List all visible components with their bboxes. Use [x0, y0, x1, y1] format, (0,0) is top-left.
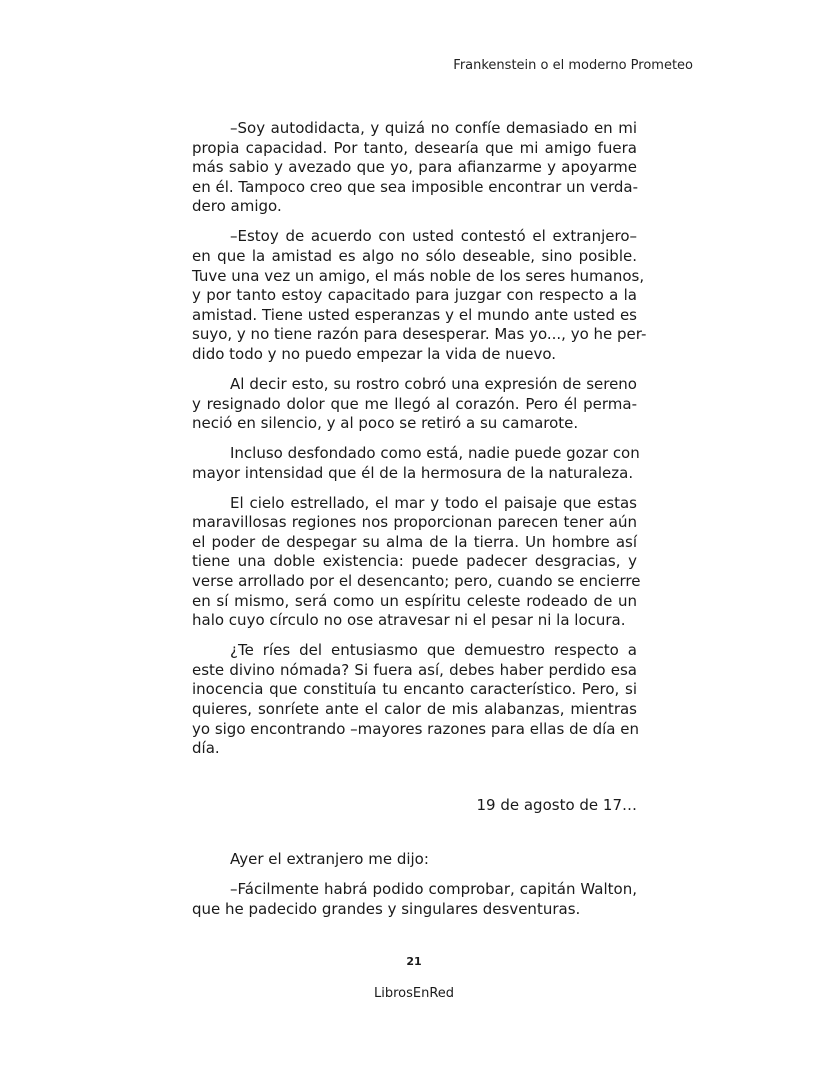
text-line: maravillosas regiones nos proporcionan parecen tener aún — [192, 513, 637, 532]
paragraph — [192, 375, 637, 434]
running-header-title: Frankenstein o el moderno Prometeo — [453, 58, 693, 73]
paragraph — [192, 641, 637, 759]
paragraph — [192, 119, 637, 217]
text-line: amistad. Tiene usted esperanzas y el mundo ante usted es — [192, 305, 637, 324]
page-number: 21 — [406, 955, 422, 968]
body-text-continued — [192, 850, 637, 930]
text-line: halo cuyo círculo no ose atravesar ni el pesar ni la locura. — [192, 611, 626, 630]
text-line: –Estoy de acuerdo con usted contestó el extranjero– — [230, 227, 637, 246]
text-line: que he padecido grandes y singulares desventuras. — [192, 899, 581, 918]
paragraph — [192, 880, 637, 919]
paragraph — [192, 444, 640, 483]
text-line: este divino nómada? Si fuera así, debes haber perdido esa — [192, 660, 637, 679]
text-line: Al decir esto, su rostro cobró una expresión de sereno — [230, 374, 637, 393]
text-line: yo sigo encontrando –mayores razones para ellas de día en — [192, 719, 639, 738]
text-line: dido todo y no puedo empezar la vida de nuevo. — [192, 344, 557, 363]
text-line: suyo, y no tiene razón para desesperar. Mas yo..., yo he per- — [192, 325, 647, 344]
text-line: neció en silencio, y al poco se retiró a su camarote. — [192, 414, 579, 433]
letter-date: 19 de agosto de 17… — [476, 796, 637, 814]
text-line: dero amigo. — [192, 197, 282, 216]
text-line: propia capacidad. Por tanto, desearía que mi amigo fuera — [192, 138, 637, 157]
paragraph — [192, 850, 637, 870]
paragraph — [192, 227, 647, 364]
text-line: mayor intensidad que él de la hermosura de la naturaleza. — [192, 463, 634, 482]
text-line: quieres, sonríete ante el calor de mis alabanzas, mientras — [192, 699, 637, 718]
text-line: verse arrollado por el desencanto; pero, cuando se encierre — [192, 572, 641, 591]
text-line: el poder de despegar su alma de la tierra. Un hombre así — [192, 532, 637, 551]
text-line: y por tanto estoy capacitado para juzgar con respecto a la — [192, 286, 637, 305]
text-line: Ayer el extranjero me dijo: — [230, 850, 429, 868]
text-line: Tuve una vez un amigo, el más noble de los seres humanos, — [192, 266, 645, 285]
text-line: –Soy autodidacta, y quizá no confíe demasiado en mi — [230, 119, 637, 137]
text-line: más sabio y avezado que yo, para afianzarme y apoyarme — [192, 158, 637, 177]
text-line: y resignado dolor que me llegó al corazón. Pero él perma- — [192, 394, 637, 413]
text-line: inocencia que constituía tu encanto característico. Pero, si — [192, 680, 637, 699]
text-line: El cielo estrellado, el mar y todo el paisaje que estas — [230, 493, 637, 512]
body-text — [192, 119, 647, 769]
text-line: tiene una doble existencia: puede padecer desgracias, y — [192, 552, 637, 571]
text-line: día. — [192, 739, 220, 758]
text-line: en que la amistad es algo no sólo deseable, sino posible. — [192, 246, 637, 265]
text-line: Incluso desfondado como está, nadie puede gozar con — [230, 444, 640, 463]
text-line: ¿Te ríes del entusiasmo que demuestro respecto a — [230, 641, 637, 660]
paragraph — [192, 493, 641, 631]
text-line: en sí mismo, será como un espíritu celeste rodeado de un — [192, 591, 637, 610]
publisher-footer: LibrosEnRed — [373, 986, 455, 1001]
text-line: –Fácilmente habrá podido comprobar, capitán Walton, — [230, 879, 637, 898]
text-line: en él. Tampoco creo que sea imposible encontrar un verda- — [192, 177, 639, 196]
